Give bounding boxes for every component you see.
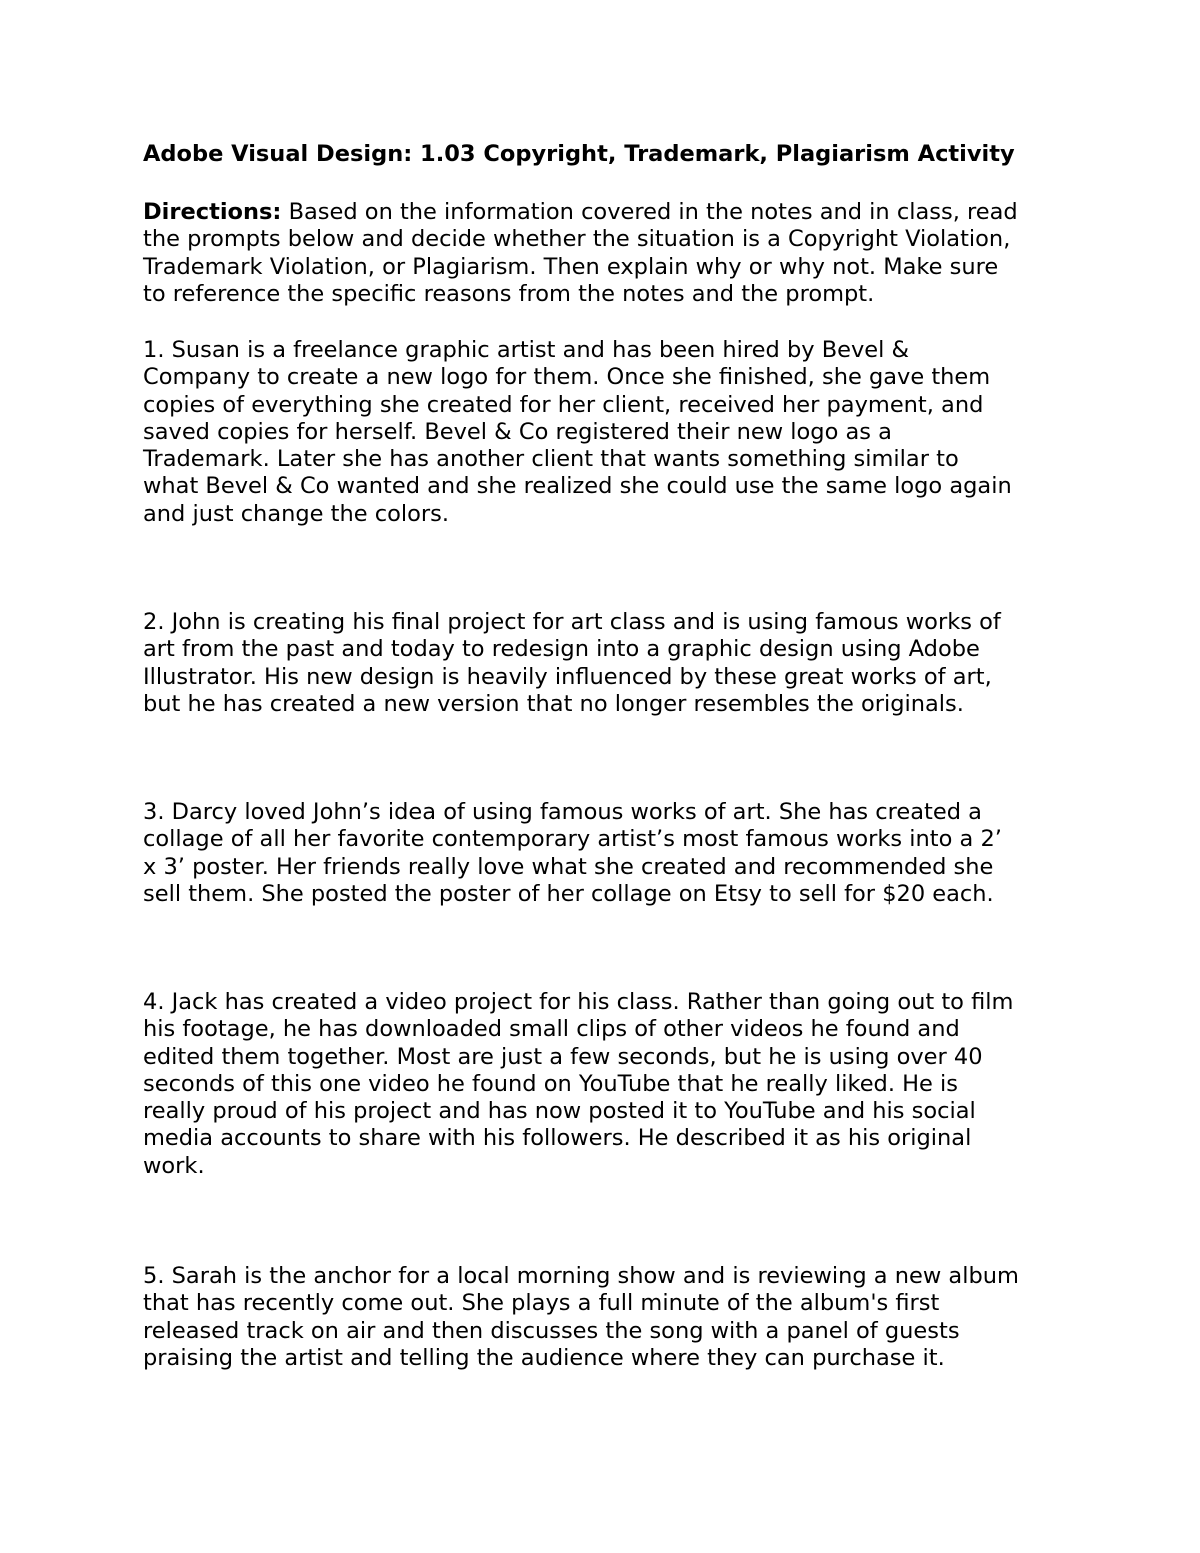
prompt-4: 4. Jack has created a video project for his class. Rather than going out to film his footage, he has downloaded small clips of other videos he found and edited them together. Most are just a few seconds, but he is using over 40 seconds of this one video he found on YouTube that he really liked. He is really proud of his project and has now posted it to YouTube and his social media accounts to share with his followers. He described it as his original work.	[143, 989, 1014, 1179]
prompt-5: 5. Sarah is the anchor for a local morning show and is reviewing a new album that has recently come out. She plays a full minute of the album's first released track on air and then discusses the song with a panel of guests praising the artist and telling the audience where they can purchase it.	[143, 1263, 1019, 1371]
prompt-2: 2. John is creating his final project for art class and is using famous works of art from the past and today to redesign into a graphic design using Adobe Illustrator. His new design is heavily influenced by these great works of art, but he has created a new version that no longer resembles the originals.	[143, 609, 1001, 717]
directions-paragraph	[143, 199, 1073, 308]
prompt-1: 1. Susan is a freelance graphic artist and has been hired by Bevel & Company to create a new logo for them. Once she finished, she gave them copies of everything she created for her client, received her payment, and saved copies for herself. Bevel & Co registered their new logo as a Trademark. Later she has another client that wants something similar to what Bevel & Co wanted and she realized she could use the same logo again and just change the colors.	[143, 337, 1012, 527]
directions-label: Directions:	[143, 199, 282, 225]
directions-text: Based on the information covered in the notes and in class, read the prompts below and decide whether the situation is a Copyright Violation, Trademark Violation, or Plagiarism. Then explain why or why not. Make sure to reference the specific reasons from the notes and the prompt.	[143, 199, 1018, 307]
prompt-3: 3. Darcy loved John’s idea of using famous works of art. She has created a collage of all her favorite contemporary artist’s most famous works into a 2’ x 3’ poster. Her friends really love what she created and recommended she sell them. She posted the poster of her collage on Etsy to sell for $20 each.	[143, 799, 1002, 907]
document-title: Adobe Visual Design: 1.03 Copyright, Trademark, Plagiarism Activity	[143, 141, 1015, 167]
